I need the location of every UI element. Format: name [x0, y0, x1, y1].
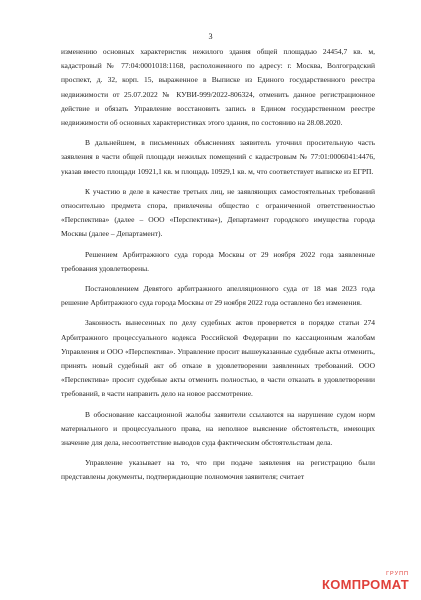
paragraph-clarification: В дальнейшем, в письменных объяснениях заявитель уточнил просительную часть заявления в части общей площади нежилых помещений с кадастровым № 77:01:0006041:4476, указав вместо площади 10921,1 кв. м площадь 10929,1 кв. м, что соответствует выписке из ЕГРП.	[61, 138, 375, 176]
paragraph-third-parties: К участию в деле в качестве третьих лиц, не заявляющих самостоятельных требований относительно предмета спора, привлечены общество с ограниченной ответственностью «Перспектива» (далее – ООО «Перспектива»), Департамент городского имущества города Москвы (далее – Департамент).	[61, 186, 375, 239]
paragraph-administration-argument: Управление указывает на то, что при подаче заявления на регистрацию были представлены документы, подтверждающие полномочия заявителя; считает	[61, 458, 375, 482]
paragraph-continuation: изменению основных характеристик нежилого здания общей площадью 24454,7 кв. м, кадастровый № 77:04:0001018:1168, расположенного по адресу: г. Москва, Волгоградский проспект, д. 32, корп. 15, выраженное в Выписке из Единого государственного реестра недвижимости от 25.07.2022 № КУВИ-999/2022-806324, отменить данное регистрационное действие и обязать Управление восстановить запись в Едином государственном реестре недвижимости об основных характеристиках этого здания, по состоянию на 28.08.2020.	[61, 47, 375, 128]
document-body	[61, 45, 375, 491]
watermark-sub: ГРУПП	[386, 571, 409, 577]
paragraph-cassation-review: Законность вынесенных по делу судебных актов проверяется в порядке статьи 274 Арбитражного процессуального кодекса Российской Федерации по кассационным жалобам Управления и ООО «Перспектива». Управление просит вышеуказанные судебные акты отменить, принять новый судебный акт об отказе в удовлетворении заявленных требований. ООО «Перспектива» просит судебные акты отменить полностью, в части отказать в удовлетворении требований, в части направить дело на новое рассмотрение.	[61, 318, 375, 399]
paragraph-cassation-grounds: В обоснование кассационной жалобы заявители ссылаются на нарушение судом норм материального и процессуального права, на неполное выяснение обстоятельств, имеющих значение для дела, несоответствие выводов суда фактическим обстоятельствам дела.	[61, 409, 375, 448]
watermark-main: КОМПРОМАТ	[321, 577, 409, 592]
page-number: 3	[208, 32, 213, 41]
paragraph-first-instance-decision: Решением Арбитражного суда города Москвы от 29 ноября 2022 года заявленные требования удовлетворены.	[61, 249, 375, 273]
watermark-logo	[299, 570, 409, 592]
paragraph-appeal-ruling: Постановлением Девятого арбитражного апелляционного суда от 18 мая 2023 года решение Арбитражного суда города Москвы от 29 ноября 2022 года оставлено без изменения.	[61, 284, 375, 308]
